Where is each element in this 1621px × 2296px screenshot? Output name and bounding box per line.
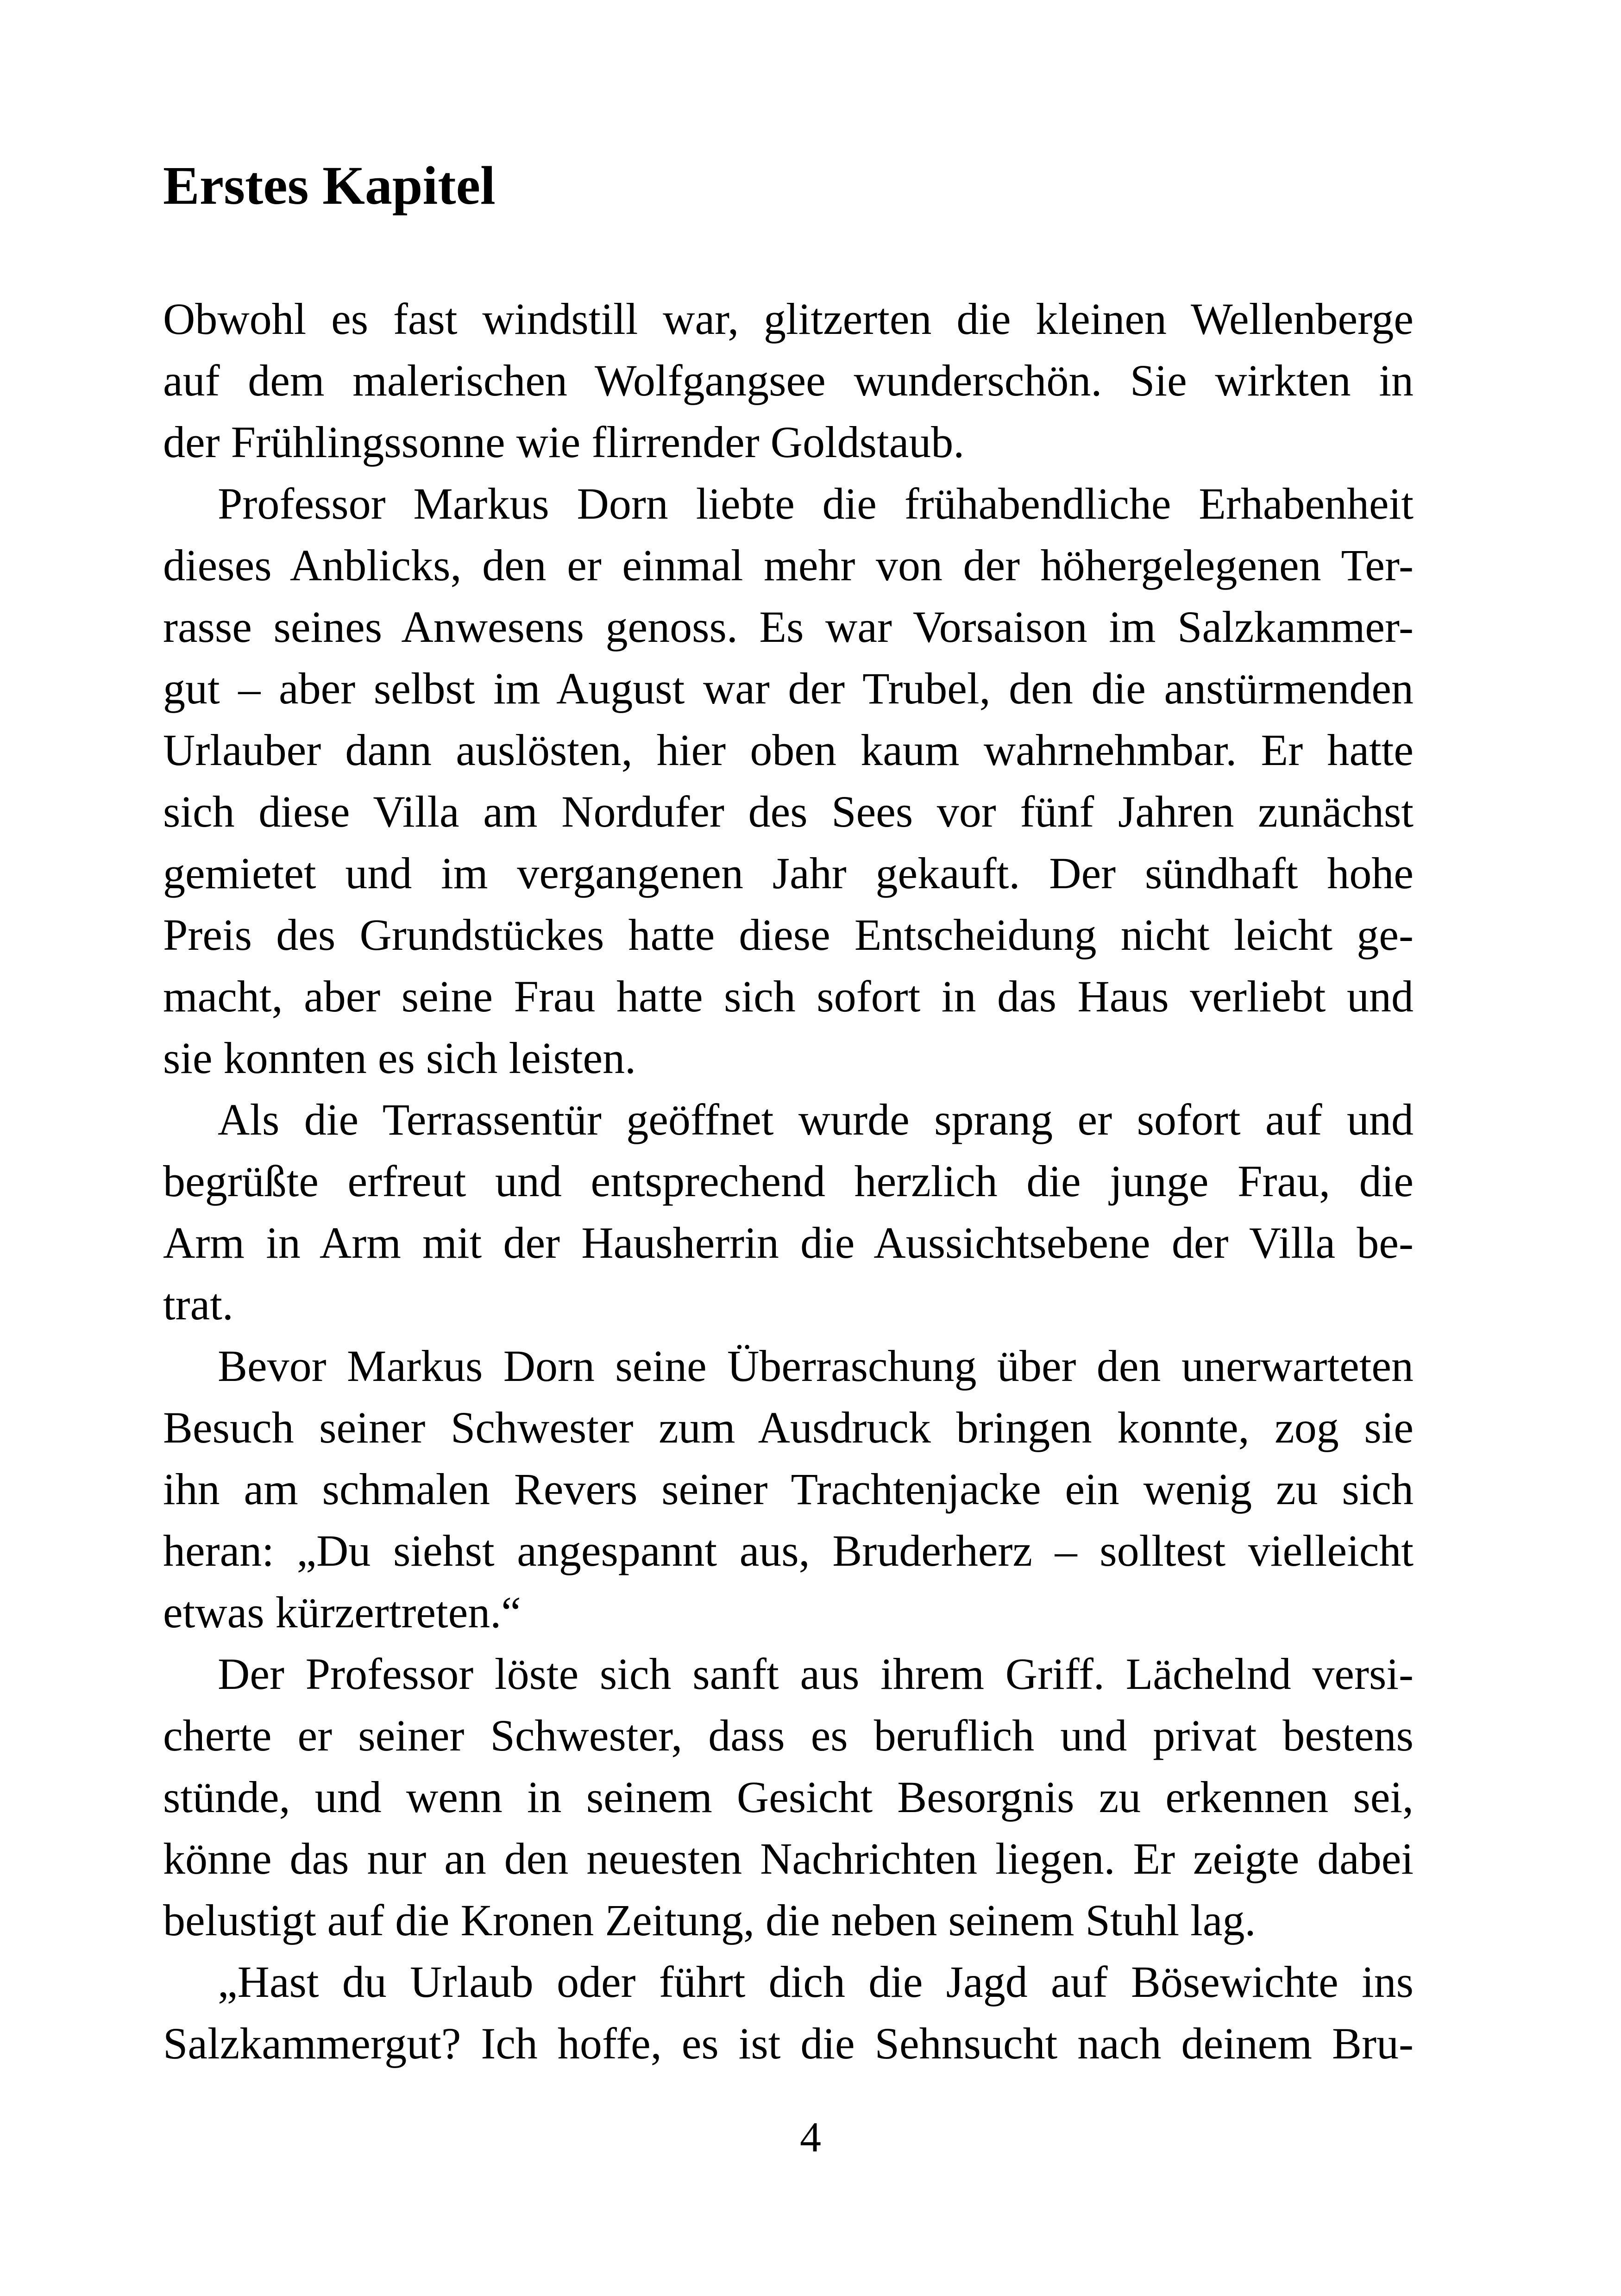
text-line: Obwohl es fast windstill war, glitzerten die kleinen Wellenberge: [163, 294, 1414, 344]
text-line: macht, aber seine Frau hatte sich sofort in das Haus verliebt und: [163, 972, 1414, 1021]
text-line: Professor Markus Dorn liebte die frühabendliche Erhabenheit: [218, 479, 1414, 528]
text-line: trat.: [163, 1280, 233, 1329]
text-line: cherte er seiner Schwester, dass es beruflich und privat bestens: [163, 1711, 1414, 1760]
text-line: Salzkammergut? Ich hoffe, es ist die Sehnsucht nach deinem Bru-: [163, 2019, 1414, 2068]
text-line: Urlauber dann auslösten, hier oben kaum wahrnehmbar. Er hatte: [163, 725, 1414, 775]
page-number: 4: [800, 2114, 821, 2161]
text-line: gut – aber selbst im August war der Trubel, den die anstürmenden: [163, 664, 1414, 713]
text-line: Besuch seiner Schwester zum Ausdruck bringen konnte, zog sie: [163, 1403, 1414, 1452]
text-line: heran: „Du siehst angespannt aus, Bruderherz – solltest vielleicht: [163, 1526, 1414, 1575]
text-line: auf dem malerischen Wolfgangsee wunderschön. Sie wirkten in: [163, 356, 1414, 405]
text-line: ihn am schmalen Revers seiner Trachtenjacke ein wenig zu sich: [163, 1464, 1414, 1514]
body-text: [163, 288, 1414, 2074]
text-line: etwas kürzertreten.“: [163, 1587, 521, 1637]
text-line: belustigt auf die Kronen Zeitung, die neben seinem Stuhl lag.: [163, 1895, 1256, 1945]
text-line: „Hast du Urlaub oder führt dich die Jagd auf Bösewichte ins: [218, 1957, 1414, 2007]
text-line: begrüßte erfreut und entsprechend herzlich die junge Frau, die: [163, 1156, 1414, 1206]
text-line: gemietet und im vergangenen Jahr gekauft. Der sündhaft hohe: [163, 848, 1414, 898]
text-line: dieses Anblicks, den er einmal mehr von der höhergelegenen Ter-: [163, 540, 1414, 590]
text-line: Als die Terrassentür geöffnet wurde sprang er sofort auf und: [218, 1095, 1414, 1144]
text-line: Preis des Grundstückes hatte diese Entscheidung nicht leicht ge-: [163, 910, 1414, 960]
text-line: könne das nur an den neuesten Nachrichten liegen. Er zeigte dabei: [163, 1834, 1414, 1883]
text-line: Der Professor löste sich sanft aus ihrem Griff. Lächelnd versi-: [218, 1649, 1414, 1699]
text-line: stünde, und wenn in seinem Gesicht Besorgnis zu erkennen sei,: [163, 1772, 1414, 1822]
text-line: Bevor Markus Dorn seine Überraschung über den unerwarteten: [218, 1341, 1414, 1391]
text-line: sich diese Villa am Nordufer des Sees vor fünf Jahren zunächst: [163, 787, 1414, 836]
text-line: rasse seines Anwesens genoss. Es war Vorsaison im Salzkammer-: [163, 602, 1414, 652]
text-line: Arm in Arm mit der Hausherrin die Aussichtsebene der Villa be-: [163, 1218, 1414, 1267]
chapter-title: Erstes Kapitel: [163, 155, 496, 216]
text-line: der Frühlingssonne wie flirrender Goldstaub.: [163, 417, 965, 467]
text-line: sie konnten es sich leisten.: [163, 1033, 636, 1083]
